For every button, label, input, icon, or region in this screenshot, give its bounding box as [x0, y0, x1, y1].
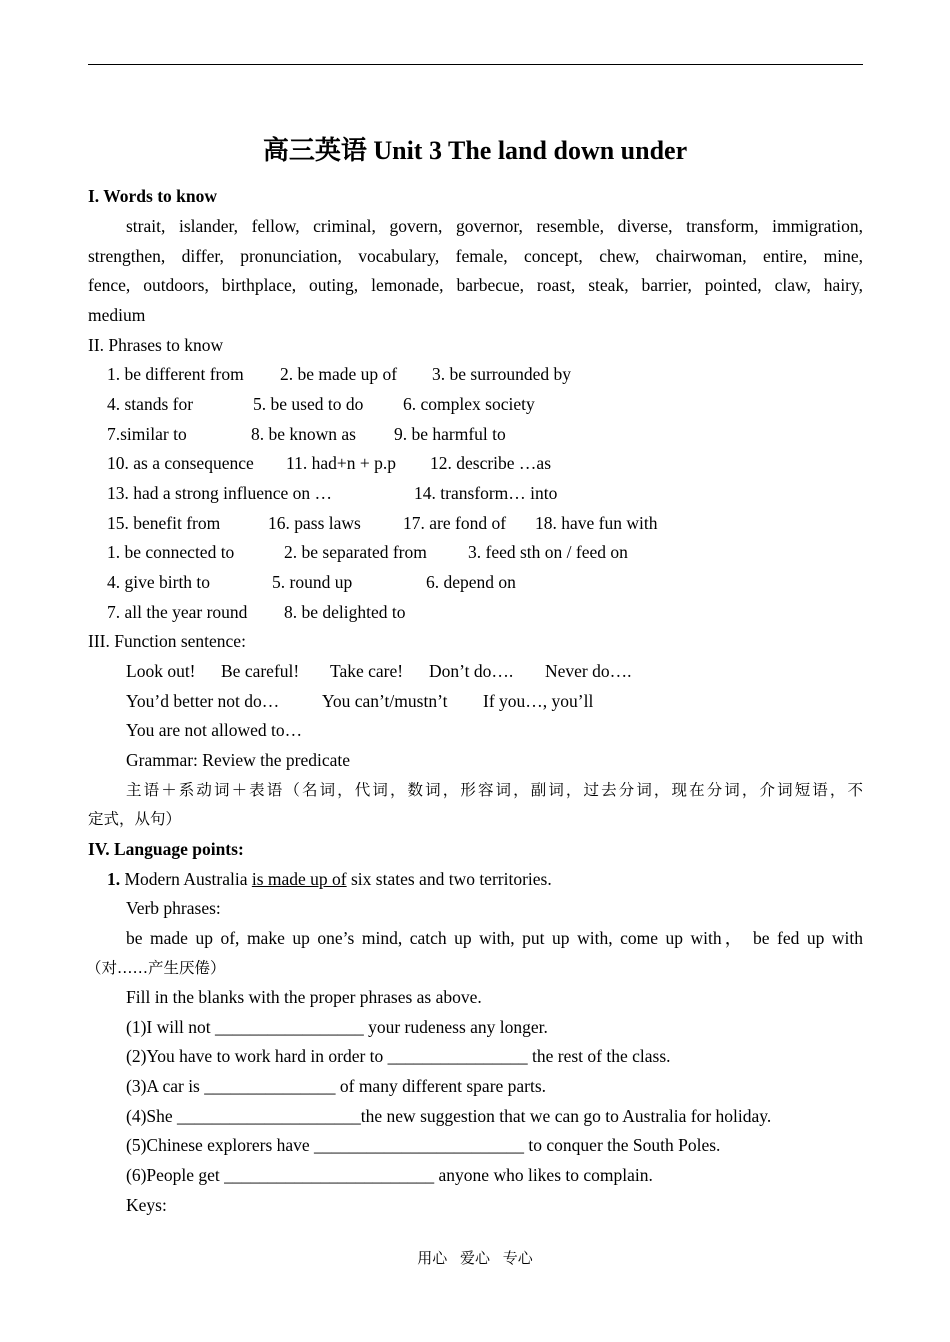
- phrase-item: 7.similar to: [107, 424, 187, 444]
- phrase-item: 11. had+n + p.p: [286, 453, 396, 473]
- point-text: Modern Australia: [120, 869, 252, 889]
- phrase-item: 4. give birth to: [107, 572, 211, 592]
- phrase-item: 8. be known as: [251, 424, 356, 444]
- function-item: Don’t do….: [429, 661, 514, 681]
- phrase-item: 6. depend on: [426, 572, 516, 592]
- phrase-row: [107, 363, 572, 385]
- point-text: six states and two territories.: [346, 869, 552, 889]
- phrase-item: 10. as a consequence: [107, 453, 254, 473]
- function-item: If you…, you’ll: [483, 691, 594, 711]
- phrase-item: 17. are fond of: [403, 513, 507, 533]
- exercise-item: (5)Chinese explorers have ________________________ to conquer the South Poles.: [126, 1135, 721, 1155]
- phrase-item: 7. all the year round: [107, 602, 248, 622]
- function-item: Take care!: [330, 661, 404, 681]
- phrase-item: 8. be delighted to: [284, 602, 406, 622]
- verb-phrases-line-1: be made up of, make up one’s mind, catch up with, put up with, come up with， be fed up with: [126, 928, 863, 948]
- grammar-formula-line-1: 主语＋系动词＋表语（名词，代词，数词，形容词，副词，过去分词，现在分词，介词短语，不: [126, 781, 863, 799]
- phrase-item: 3. feed sth on / feed on: [468, 542, 628, 562]
- phrase-item: 5. be used to do: [253, 394, 364, 414]
- words-line-4: medium: [88, 305, 146, 325]
- words-line-1: strait, islander, fellow, criminal, govern, governor, resemble, diverse, transform, immigration,: [126, 216, 863, 236]
- function-item: You can’t/mustn’t: [322, 691, 448, 711]
- phrase-item: 2. be separated from: [284, 542, 427, 562]
- point-number: 1.: [107, 869, 121, 889]
- page-title: 高三英语 Unit 3 The land down under: [262, 136, 688, 165]
- function-item: Be careful!: [221, 661, 300, 681]
- verb-phrases-label: Verb phrases:: [126, 898, 221, 918]
- phrase-item: 1. be different from: [107, 364, 244, 384]
- phrase-item: 3. be surrounded by: [432, 364, 572, 384]
- function-row: You are not allowed to…: [126, 720, 303, 740]
- phrase-item: 5. round up: [272, 572, 353, 592]
- phrase-item: 12. describe …as: [430, 453, 552, 473]
- section-words-heading: I. Words to know: [88, 186, 218, 206]
- function-row: [126, 690, 594, 712]
- phrase-row: [107, 601, 406, 623]
- exercise-item: (6)People get ________________________ anyone who likes to complain.: [126, 1165, 653, 1185]
- function-item: Look out!: [126, 661, 196, 681]
- phrase-row: [107, 541, 628, 563]
- phrase-item: 1. be connected to: [107, 542, 235, 562]
- phrase-row: [107, 393, 535, 415]
- verb-phrases-line-2: （对……产生厌倦）: [86, 959, 226, 977]
- phrase-item: 18. have fun with: [535, 513, 658, 533]
- point-underlined-phrase: is made up of: [251, 869, 347, 889]
- exercise-item: (4)She _____________________the new suggestion that we can go to Australia for holiday.: [126, 1106, 772, 1126]
- function-item: Never do….: [545, 661, 632, 681]
- grammar-line: Grammar: Review the predicate: [126, 750, 350, 770]
- phrase-item: 13. had a strong influence on …: [107, 483, 333, 503]
- phrase-row: [107, 423, 506, 445]
- phrase-row: [107, 482, 558, 504]
- phrase-row: [107, 571, 516, 593]
- keys-label: Keys:: [126, 1195, 167, 1215]
- phrase-item: 14. transform… into: [414, 483, 558, 503]
- phrase-item: 9. be harmful to: [394, 424, 506, 444]
- phrase-item: 16. pass laws: [268, 513, 361, 533]
- phrase-row: [107, 512, 658, 534]
- phrase-item: 6. complex society: [403, 394, 535, 414]
- words-line-3: fence, outdoors, birthplace, outing, lemonade, barbecue, roast, steak, barrier, pointed, claw, hairy,: [88, 275, 863, 295]
- language-point-1: [107, 868, 552, 890]
- page-footer: 用心 爱心 专心: [417, 1249, 533, 1267]
- phrase-item: 4. stands for: [107, 394, 194, 414]
- phrase-item: 15. benefit from: [107, 513, 221, 533]
- exercise-item: (2)You have to work hard in order to ________________ the rest of the class.: [126, 1046, 671, 1066]
- function-item: You’d better not do…: [126, 691, 280, 711]
- section-language-heading: IV. Language points:: [88, 839, 244, 859]
- section-function-heading: III. Function sentence:: [88, 631, 246, 651]
- section-phrases-heading: II. Phrases to know: [88, 335, 224, 355]
- phrase-item: 2. be made up of: [280, 364, 398, 384]
- phrase-row: [107, 452, 552, 474]
- grammar-formula-line-2: 定式，从句）: [88, 810, 182, 828]
- exercise-item: (3)A car is _______________ of many different spare parts.: [126, 1076, 547, 1096]
- exercise-item: (1)I will not _________________ your rudeness any longer.: [126, 1017, 548, 1037]
- exercise-instruction: Fill in the blanks with the proper phrases as above.: [126, 987, 482, 1007]
- header-rule: [88, 64, 863, 65]
- words-line-2: strengthen, differ, pronunciation, vocabulary, female, concept, chew, chairwoman, entire, mine,: [88, 246, 863, 266]
- function-row: [126, 660, 632, 682]
